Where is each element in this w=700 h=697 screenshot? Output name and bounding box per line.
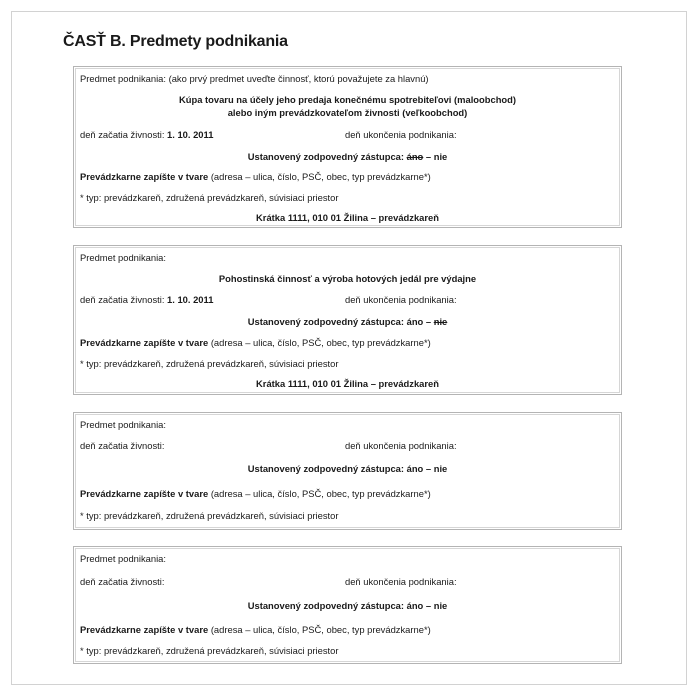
representative-yes-option[interactable]: áno	[406, 463, 424, 474]
representative-label: Ustanovený zodpovedný zástupca:	[247, 600, 404, 611]
subject-text-line-2[interactable]: alebo iným prevádzkovateľom živnosti (veľkoobchod)	[227, 107, 468, 118]
business-subject-block-4	[73, 546, 622, 664]
start-date-value[interactable]: 1. 10. 2011	[167, 129, 214, 140]
premises-instruction	[80, 171, 615, 183]
representative-row	[80, 463, 615, 475]
representative-label: Ustanovený zodpovedný zástupca:	[247, 463, 404, 474]
premises-instruction-rest: (adresa – ulica, číslo, PSČ, obec, typ prevádzkarne*)	[210, 624, 431, 635]
representative-separator: –	[425, 600, 432, 611]
premises-instruction-bold: Prevádzkarne zapíšte v tvare	[80, 488, 209, 499]
subject-label: Predmet podnikania:	[80, 419, 166, 430]
representative-label: Ustanovený zodpovedný zástupca:	[247, 316, 404, 327]
subject-label: Predmet podnikania:	[80, 553, 166, 564]
subject-text-line-1[interactable]: Pohostinská činnosť a výroba hotových jedál pre výdajne	[218, 273, 477, 284]
start-date-label: deň začatia živnosti:	[80, 129, 165, 140]
premises-instruction-bold: Prevádzkarne zapíšte v tvare	[80, 337, 209, 348]
representative-row	[80, 600, 615, 612]
premises-instruction-rest: (adresa – ulica, číslo, PSČ, obec, typ prevádzkarne*)	[210, 488, 431, 499]
representative-yes-option[interactable]: áno	[406, 600, 424, 611]
premises-type-note: * typ: prevádzkareň, združená prevádzkareň, súvisiaci priestor	[80, 510, 339, 521]
subject-label: Predmet podnikania:	[80, 252, 166, 263]
premises-instruction-rest: (adresa – ulica, číslo, PSČ, obec, typ prevádzkarne*)	[210, 337, 431, 348]
representative-label: Ustanovený zodpovedný zástupca:	[247, 151, 404, 162]
start-date-label: deň začatia živnosti:	[80, 576, 165, 587]
premises-type-note: * typ: prevádzkareň, združená prevádzkareň, súvisiaci priestor	[80, 192, 339, 203]
premises-instruction-bold: Prevádzkarne zapíšte v tvare	[80, 624, 209, 635]
section-title: ČASŤ B. Predmety podnikania	[63, 33, 288, 50]
representative-no-option[interactable]: nie	[433, 463, 448, 474]
business-subject-block-1	[73, 66, 622, 228]
dates-row	[80, 294, 615, 306]
representative-no-option[interactable]: nie	[433, 316, 448, 327]
premises-instruction	[80, 337, 615, 349]
premises-instruction	[80, 624, 615, 636]
subject-text-line-1[interactable]: Kúpa tovaru na účely jeho predaja konečnému spotrebiteľovi (maloobchod)	[178, 94, 516, 105]
representative-no-option[interactable]: nie	[433, 151, 448, 162]
premises-type-note: * typ: prevádzkareň, združená prevádzkareň, súvisiaci priestor	[80, 358, 339, 369]
representative-separator: –	[425, 316, 432, 327]
premises-type-note: * typ: prevádzkareň, združená prevádzkareň, súvisiaci priestor	[80, 645, 339, 656]
start-date-label: deň začatia živnosti:	[80, 294, 165, 305]
end-date-label: deň ukončenia podnikania:	[345, 294, 457, 305]
premises-instruction-bold: Prevádzkarne zapíšte v tvare	[80, 171, 209, 182]
representative-row	[80, 151, 615, 163]
end-date-label: deň ukončenia podnikania:	[345, 440, 457, 451]
end-date-label: deň ukončenia podnikania:	[345, 576, 457, 587]
premises-value[interactable]: Krátka 1111, 010 01 Žilina – prevádzkareň	[256, 378, 439, 389]
dates-row	[80, 129, 615, 141]
representative-yes-option[interactable]: áno	[406, 151, 424, 162]
representative-separator: –	[425, 151, 432, 162]
premises-instruction	[80, 488, 615, 500]
representative-separator: –	[425, 463, 432, 474]
business-subject-block-2	[73, 245, 622, 395]
premises-instruction-rest: (adresa – ulica, číslo, PSČ, obec, typ prevádzkarne*)	[210, 171, 431, 182]
representative-no-option[interactable]: nie	[433, 600, 448, 611]
premises-value[interactable]: Krátka 1111, 010 01 Žilina – prevádzkareň	[256, 212, 439, 223]
start-date-value[interactable]: 1. 10. 2011	[167, 294, 214, 305]
representative-yes-option[interactable]: áno	[406, 316, 424, 327]
dates-row	[80, 576, 615, 588]
representative-row	[80, 316, 615, 328]
business-subject-block-3	[73, 412, 622, 530]
end-date-label: deň ukončenia podnikania:	[345, 129, 457, 140]
dates-row	[80, 440, 615, 452]
subject-label: Predmet podnikania: (ako prvý predmet uveďte činnosť, ktorú považujete za hlavnú)	[80, 73, 429, 84]
start-date-label: deň začatia živnosti:	[80, 440, 165, 451]
